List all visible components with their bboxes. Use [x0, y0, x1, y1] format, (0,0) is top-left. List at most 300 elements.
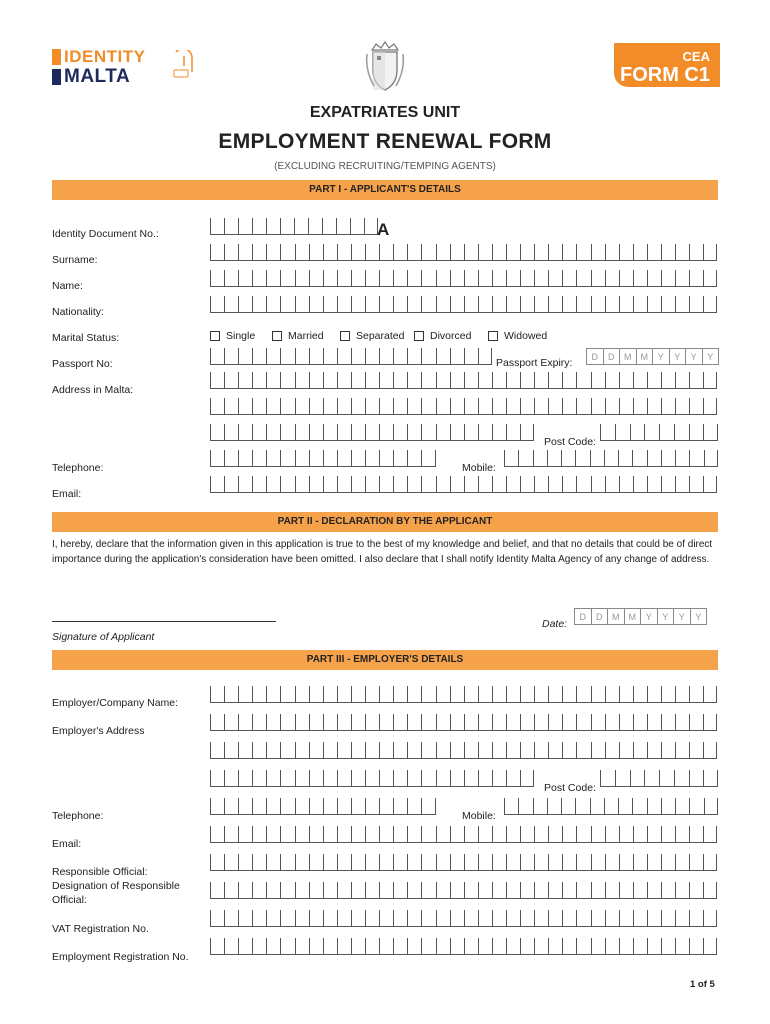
character-box[interactable] [351, 882, 365, 899]
character-box[interactable] [238, 798, 252, 815]
character-box[interactable] [576, 938, 590, 955]
date-cell[interactable]: Y [641, 608, 658, 625]
date-cell[interactable]: M [625, 608, 642, 625]
character-box[interactable] [450, 910, 464, 927]
character-box[interactable] [464, 910, 478, 927]
character-box[interactable] [506, 270, 520, 287]
character-box[interactable] [661, 450, 675, 467]
character-box[interactable] [350, 218, 364, 235]
character-box[interactable] [605, 244, 619, 261]
character-box[interactable] [280, 372, 294, 389]
character-box[interactable] [379, 348, 393, 365]
character-box[interactable] [337, 770, 351, 787]
character-box[interactable] [295, 882, 309, 899]
character-box[interactable] [703, 742, 717, 759]
character-box[interactable] [252, 476, 266, 493]
character-box[interactable] [351, 372, 365, 389]
character-box[interactable] [689, 770, 704, 787]
character-box[interactable] [308, 218, 322, 235]
character-box[interactable] [421, 714, 435, 731]
character-box[interactable] [407, 938, 421, 955]
character-box[interactable] [351, 798, 365, 815]
character-box[interactable] [365, 244, 379, 261]
passport-expiry-field[interactable] [586, 348, 719, 365]
date-cell[interactable]: M [620, 348, 637, 365]
character-box[interactable] [478, 270, 492, 287]
character-box[interactable] [689, 270, 703, 287]
character-box[interactable] [464, 770, 478, 787]
character-box[interactable] [689, 424, 704, 441]
character-box[interactable] [421, 348, 435, 365]
character-box[interactable] [615, 770, 630, 787]
character-box[interactable] [210, 826, 224, 843]
character-box[interactable] [436, 686, 450, 703]
character-box[interactable] [280, 826, 294, 843]
character-box[interactable] [393, 686, 407, 703]
character-box[interactable] [295, 714, 309, 731]
character-box[interactable] [450, 348, 464, 365]
character-box[interactable] [210, 296, 224, 313]
character-box[interactable] [492, 882, 506, 899]
character-box[interactable] [591, 398, 605, 415]
character-box[interactable] [632, 798, 646, 815]
character-box[interactable] [393, 854, 407, 871]
character-box[interactable] [703, 686, 717, 703]
character-box[interactable] [266, 826, 280, 843]
character-box[interactable] [590, 450, 604, 467]
character-box[interactable] [633, 854, 647, 871]
character-box[interactable] [576, 270, 590, 287]
character-box[interactable] [336, 218, 350, 235]
character-box[interactable] [520, 826, 534, 843]
character-box[interactable] [647, 372, 661, 389]
character-box[interactable] [323, 372, 337, 389]
character-box[interactable] [591, 714, 605, 731]
character-box[interactable] [506, 742, 520, 759]
character-box[interactable] [351, 398, 365, 415]
character-box[interactable] [224, 770, 238, 787]
character-box[interactable] [407, 798, 421, 815]
character-box[interactable] [576, 244, 590, 261]
character-box[interactable] [280, 450, 294, 467]
character-box[interactable] [562, 826, 576, 843]
character-box[interactable] [436, 826, 450, 843]
character-box[interactable] [421, 798, 435, 815]
character-box[interactable] [393, 450, 407, 467]
character-box[interactable] [492, 398, 506, 415]
character-box[interactable] [619, 476, 633, 493]
character-box[interactable] [450, 476, 464, 493]
character-box[interactable] [689, 854, 703, 871]
character-box[interactable] [266, 742, 280, 759]
character-box[interactable] [266, 424, 280, 441]
character-box[interactable] [393, 882, 407, 899]
character-box[interactable] [379, 714, 393, 731]
character-box[interactable] [675, 270, 689, 287]
character-box[interactable] [379, 882, 393, 899]
character-box[interactable] [407, 244, 421, 261]
character-box[interactable] [492, 714, 506, 731]
character-box[interactable] [393, 798, 407, 815]
character-box[interactable] [351, 424, 365, 441]
character-box[interactable] [562, 398, 576, 415]
character-box[interactable] [633, 476, 647, 493]
character-box[interactable] [337, 826, 351, 843]
character-box[interactable] [547, 450, 561, 467]
character-box[interactable] [633, 714, 647, 731]
character-box[interactable] [520, 742, 534, 759]
character-box[interactable] [562, 476, 576, 493]
employment-registration-field[interactable] [210, 938, 717, 955]
character-box[interactable] [252, 826, 266, 843]
nationality-field[interactable] [210, 296, 717, 313]
character-box[interactable] [365, 450, 379, 467]
character-box[interactable] [393, 296, 407, 313]
character-box[interactable] [600, 424, 615, 441]
character-box[interactable] [492, 244, 506, 261]
character-box[interactable] [492, 770, 506, 787]
character-box[interactable] [351, 938, 365, 955]
character-box[interactable] [703, 938, 717, 955]
declaration-date-field[interactable] [574, 608, 707, 625]
character-box[interactable] [506, 372, 520, 389]
character-box[interactable] [534, 854, 548, 871]
character-box[interactable] [266, 882, 280, 899]
character-box[interactable] [407, 270, 421, 287]
character-box[interactable] [548, 270, 562, 287]
character-box[interactable] [421, 424, 435, 441]
character-box[interactable] [309, 742, 323, 759]
character-box[interactable] [464, 372, 478, 389]
character-box[interactable] [309, 450, 323, 467]
character-box[interactable] [238, 296, 252, 313]
character-box[interactable] [492, 424, 506, 441]
character-box[interactable] [224, 938, 238, 955]
character-box[interactable] [407, 398, 421, 415]
character-box[interactable] [309, 854, 323, 871]
character-box[interactable] [323, 770, 337, 787]
character-box[interactable] [464, 476, 478, 493]
character-box[interactable] [309, 714, 323, 731]
character-box[interactable] [661, 296, 675, 313]
character-box[interactable] [280, 742, 294, 759]
character-box[interactable] [309, 476, 323, 493]
character-box[interactable] [238, 938, 252, 955]
character-box[interactable] [548, 938, 562, 955]
character-box[interactable] [615, 424, 630, 441]
marital-separated-option[interactable] [340, 330, 404, 342]
character-box[interactable] [534, 244, 548, 261]
character-box[interactable] [562, 938, 576, 955]
character-box[interactable] [661, 476, 675, 493]
character-box[interactable] [309, 372, 323, 389]
character-box[interactable] [478, 826, 492, 843]
date-cell[interactable]: M [608, 608, 625, 625]
character-box[interactable] [280, 770, 294, 787]
character-box[interactable] [421, 244, 435, 261]
character-box[interactable] [224, 714, 238, 731]
character-box[interactable] [252, 938, 266, 955]
character-box[interactable] [252, 296, 266, 313]
character-box[interactable] [436, 270, 450, 287]
employer-address-line-2[interactable] [210, 742, 717, 759]
character-box[interactable] [407, 714, 421, 731]
character-box[interactable] [632, 450, 646, 467]
character-box[interactable] [280, 398, 294, 415]
character-box[interactable] [464, 270, 478, 287]
character-box[interactable] [464, 348, 478, 365]
character-box[interactable] [266, 270, 280, 287]
character-box[interactable] [238, 270, 252, 287]
character-box[interactable] [309, 398, 323, 415]
character-box[interactable] [492, 826, 506, 843]
date-cell[interactable]: D [575, 608, 592, 625]
character-box[interactable] [534, 372, 548, 389]
character-box[interactable] [605, 882, 619, 899]
character-box[interactable] [295, 348, 309, 365]
character-box[interactable] [675, 244, 689, 261]
character-box[interactable] [492, 910, 506, 927]
character-box[interactable] [492, 296, 506, 313]
character-box[interactable] [605, 826, 619, 843]
character-box[interactable] [421, 826, 435, 843]
divorced-checkbox[interactable] [414, 331, 424, 341]
character-box[interactable] [464, 742, 478, 759]
character-box[interactable] [689, 686, 703, 703]
character-box[interactable] [464, 244, 478, 261]
character-box[interactable] [647, 714, 661, 731]
character-box[interactable] [675, 714, 689, 731]
character-box[interactable] [210, 270, 224, 287]
character-box[interactable] [238, 854, 252, 871]
character-box[interactable] [266, 348, 280, 365]
character-box[interactable] [478, 348, 492, 365]
character-box[interactable] [619, 714, 633, 731]
employer-telephone-field[interactable] [210, 798, 436, 815]
character-box[interactable] [591, 476, 605, 493]
email-field[interactable] [210, 476, 717, 493]
character-box[interactable] [365, 270, 379, 287]
character-box[interactable] [224, 476, 238, 493]
character-box[interactable] [661, 826, 675, 843]
character-box[interactable] [478, 854, 492, 871]
character-box[interactable] [309, 910, 323, 927]
character-box[interactable] [252, 372, 266, 389]
character-box[interactable] [379, 398, 393, 415]
character-box[interactable] [520, 270, 534, 287]
vat-field[interactable] [210, 910, 717, 927]
character-box[interactable] [407, 424, 421, 441]
character-box[interactable] [600, 770, 615, 787]
character-box[interactable] [619, 372, 633, 389]
character-box[interactable] [337, 686, 351, 703]
character-box[interactable] [504, 798, 518, 815]
character-box[interactable] [576, 826, 590, 843]
character-box[interactable] [605, 742, 619, 759]
character-box[interactable] [661, 882, 675, 899]
character-box[interactable] [450, 270, 464, 287]
telephone-field[interactable] [210, 450, 436, 467]
character-box[interactable] [548, 244, 562, 261]
character-box[interactable] [478, 244, 492, 261]
character-box[interactable] [407, 882, 421, 899]
character-box[interactable] [689, 938, 703, 955]
character-box[interactable] [534, 686, 548, 703]
character-box[interactable] [337, 348, 351, 365]
character-box[interactable] [675, 742, 689, 759]
character-box[interactable] [518, 450, 532, 467]
character-box[interactable] [280, 476, 294, 493]
widowed-checkbox[interactable] [488, 331, 498, 341]
character-box[interactable] [323, 270, 337, 287]
character-box[interactable] [252, 244, 266, 261]
character-box[interactable] [534, 714, 548, 731]
character-box[interactable] [238, 372, 252, 389]
character-box[interactable] [619, 742, 633, 759]
character-box[interactable] [295, 296, 309, 313]
character-box[interactable] [548, 742, 562, 759]
character-box[interactable] [210, 244, 224, 261]
character-box[interactable] [548, 398, 562, 415]
character-box[interactable] [393, 476, 407, 493]
character-box[interactable] [407, 296, 421, 313]
character-box[interactable] [393, 348, 407, 365]
character-box[interactable] [478, 296, 492, 313]
character-box[interactable] [436, 424, 450, 441]
character-box[interactable] [436, 910, 450, 927]
character-box[interactable] [450, 686, 464, 703]
character-box[interactable] [661, 910, 675, 927]
date-cell[interactable]: Y [703, 348, 720, 365]
character-box[interactable] [647, 854, 661, 871]
character-box[interactable] [464, 686, 478, 703]
character-box[interactable] [548, 714, 562, 731]
character-box[interactable] [238, 424, 252, 441]
character-box[interactable] [421, 296, 435, 313]
character-box[interactable] [224, 854, 238, 871]
character-box[interactable] [280, 270, 294, 287]
character-box[interactable] [210, 424, 224, 441]
character-box[interactable] [436, 296, 450, 313]
character-box[interactable] [661, 714, 675, 731]
character-box[interactable] [295, 798, 309, 815]
character-box[interactable] [238, 450, 252, 467]
character-box[interactable] [675, 476, 689, 493]
character-box[interactable] [323, 910, 337, 927]
character-box[interactable] [534, 882, 548, 899]
character-box[interactable] [224, 826, 238, 843]
character-box[interactable] [647, 476, 661, 493]
character-box[interactable] [393, 826, 407, 843]
character-box[interactable] [492, 938, 506, 955]
company-name-field[interactable] [210, 686, 717, 703]
address-line-1[interactable] [210, 372, 717, 389]
character-box[interactable] [548, 296, 562, 313]
character-box[interactable] [647, 910, 661, 927]
character-box[interactable] [605, 296, 619, 313]
character-box[interactable] [576, 714, 590, 731]
character-box[interactable] [379, 798, 393, 815]
character-box[interactable] [689, 398, 703, 415]
character-box[interactable] [619, 854, 633, 871]
character-box[interactable] [295, 450, 309, 467]
character-box[interactable] [238, 910, 252, 927]
character-box[interactable] [575, 450, 589, 467]
character-box[interactable] [703, 270, 717, 287]
character-box[interactable] [266, 910, 280, 927]
character-box[interactable] [520, 398, 534, 415]
character-box[interactable] [309, 270, 323, 287]
character-box[interactable] [450, 714, 464, 731]
employer-email-field[interactable] [210, 826, 717, 843]
character-box[interactable] [647, 296, 661, 313]
character-box[interactable] [210, 938, 224, 955]
character-box[interactable] [618, 798, 632, 815]
character-box[interactable] [661, 686, 675, 703]
character-box[interactable] [323, 854, 337, 871]
character-box[interactable] [619, 244, 633, 261]
character-box[interactable] [266, 770, 280, 787]
character-box[interactable] [703, 476, 717, 493]
character-box[interactable] [210, 882, 224, 899]
character-box[interactable] [478, 686, 492, 703]
character-box[interactable] [393, 424, 407, 441]
character-box[interactable] [252, 686, 266, 703]
employer-address-line-1[interactable] [210, 714, 717, 731]
character-box[interactable] [252, 910, 266, 927]
character-box[interactable] [294, 218, 308, 235]
character-box[interactable] [224, 882, 238, 899]
character-box[interactable] [351, 910, 365, 927]
character-box[interactable] [309, 296, 323, 313]
character-box[interactable] [224, 910, 238, 927]
character-box[interactable] [591, 910, 605, 927]
character-box[interactable] [689, 798, 703, 815]
character-box[interactable] [337, 798, 351, 815]
character-box[interactable] [492, 476, 506, 493]
character-box[interactable] [464, 938, 478, 955]
character-box[interactable] [421, 938, 435, 955]
character-box[interactable] [548, 372, 562, 389]
character-box[interactable] [252, 424, 266, 441]
character-box[interactable] [365, 910, 379, 927]
character-box[interactable] [605, 938, 619, 955]
character-box[interactable] [295, 742, 309, 759]
character-box[interactable] [351, 244, 365, 261]
character-box[interactable] [379, 854, 393, 871]
character-box[interactable] [478, 910, 492, 927]
date-cell[interactable]: D [592, 608, 609, 625]
character-box[interactable] [562, 244, 576, 261]
character-box[interactable] [633, 686, 647, 703]
character-box[interactable] [520, 714, 534, 731]
character-box[interactable] [478, 424, 492, 441]
character-box[interactable] [478, 398, 492, 415]
character-box[interactable] [266, 938, 280, 955]
character-box[interactable] [295, 854, 309, 871]
character-box[interactable] [674, 424, 689, 441]
character-box[interactable] [266, 372, 280, 389]
character-box[interactable] [619, 270, 633, 287]
character-box[interactable] [337, 450, 351, 467]
character-box[interactable] [365, 854, 379, 871]
character-box[interactable] [633, 270, 647, 287]
character-box[interactable] [703, 826, 717, 843]
character-box[interactable] [576, 742, 590, 759]
character-box[interactable] [407, 910, 421, 927]
character-box[interactable] [295, 826, 309, 843]
character-box[interactable] [323, 742, 337, 759]
